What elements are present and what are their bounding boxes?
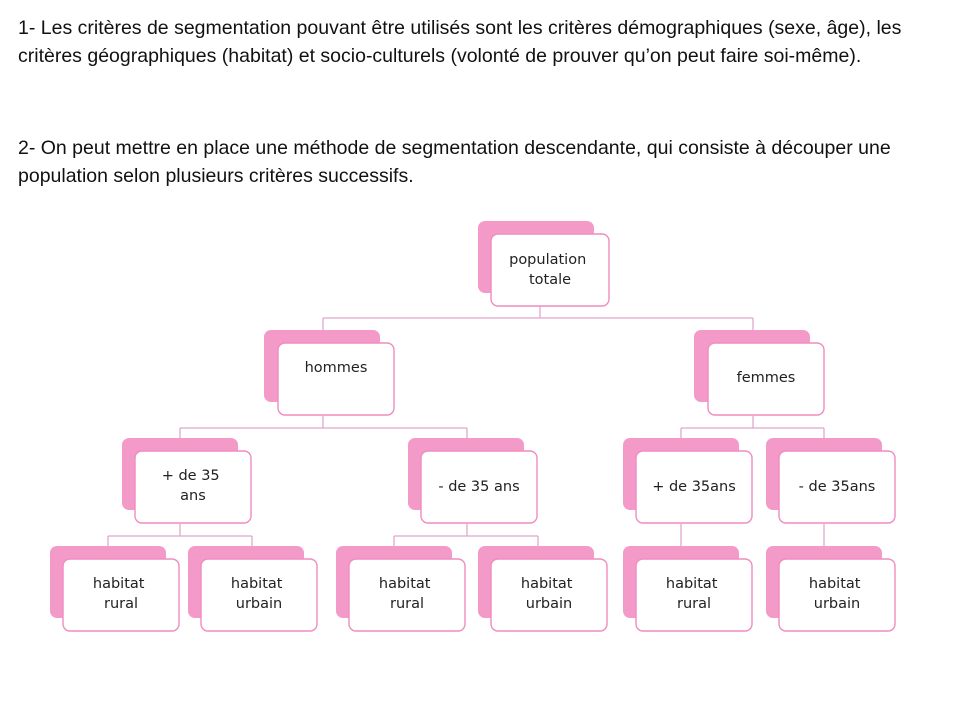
node-hommes-plus35-habitat-rural xyxy=(50,546,179,631)
node-femmes-plus-35-ans xyxy=(623,438,752,523)
node-hommes-moins35-habitat-rural xyxy=(336,546,465,631)
connector-root xyxy=(323,306,753,331)
node-femmes-plus35-habitat-rural xyxy=(623,546,752,631)
connector-hommes xyxy=(180,416,467,439)
node-label: habitat rural xyxy=(665,576,718,612)
node-label: habitat urbain xyxy=(520,576,573,612)
node-label: habitat rural xyxy=(378,576,431,612)
node-label: population totale xyxy=(509,252,587,288)
node-femmes-moins-35-ans xyxy=(766,438,895,523)
node-hommes-moins-35-ans xyxy=(408,438,537,523)
connector-hommes-plus35 xyxy=(108,524,252,547)
paragraph-method: 2- On peut mettre en place une méthode de segmentation descendante, qui consiste à découper une population selon plusieurs critères successifs. xyxy=(18,137,891,187)
node-label: femmes xyxy=(736,370,796,386)
node-femmes-moins35-habitat-urbain xyxy=(766,546,895,631)
node-label: habitat rural xyxy=(92,576,145,612)
node-label: - de 35ans xyxy=(798,479,876,495)
node-label: habitat urbain xyxy=(230,576,283,612)
node-label: habitat urbain xyxy=(808,576,861,612)
node-population-totale xyxy=(478,221,609,306)
connector-hommes-moins35 xyxy=(394,524,538,547)
connector-femmes xyxy=(681,416,824,439)
node-label: hommes xyxy=(304,360,368,376)
paragraph-criteria: 1- Les critères de segmentation pouvant être utilisés sont les critères démographiques (sexe, âge), les critères géographiques (habitat) et socio-culturels (volonté de prouver qu’on peut faire soi-même). xyxy=(18,17,902,67)
node-femmes xyxy=(694,330,824,415)
node-label: + de 35 ans xyxy=(161,468,220,504)
node-hommes-moins35-habitat-urbain xyxy=(478,546,607,631)
node-hommes-plus-35-ans xyxy=(122,438,251,523)
node-label: + de 35ans xyxy=(652,479,736,495)
node-label: - de 35 ans xyxy=(438,479,520,495)
node-hommes-plus35-habitat-urbain xyxy=(188,546,317,631)
node-hommes xyxy=(264,330,394,415)
